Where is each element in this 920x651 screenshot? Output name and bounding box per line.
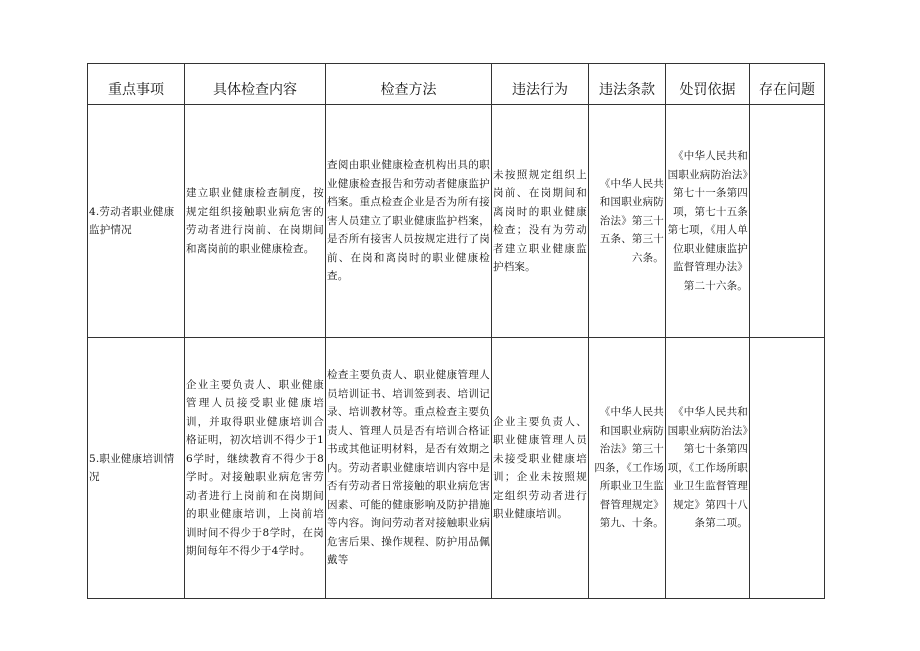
row-key-item: 4.劳动者职业健康监护情况 <box>88 105 185 338</box>
row-penalty-basis: 《中华人民共和国职业病防治法》第七十条第四项，《工作场所职业卫生监督管理规定》第四十八条第二项。 <box>666 338 750 599</box>
table-row <box>88 338 825 599</box>
table-row <box>88 105 825 338</box>
row-violation: 企业主要负责人、职业健康管理人员未接受职业健康培训；企业未按照规定组织劳动者进行职业健康培训。 <box>492 338 589 599</box>
header-check-method: 检查方法 <box>326 64 492 105</box>
row-check-method: 查阅由职业健康检查机构出具的职业健康检查报告和劳动者健康监护档案。重点检查企业是否为所有接害人员建立了职业健康监护档案，是否所有接害人员按规定进行了岗前、在岗和离岗时的职业健康检查。 <box>326 105 492 338</box>
row-issues <box>750 105 825 338</box>
row-issues <box>750 338 825 599</box>
inspection-table <box>87 63 825 599</box>
row-key-item: 5.职业健康培训情况 <box>88 338 185 599</box>
header-penalty-basis: 处罚依据 <box>666 64 750 105</box>
row-violated-clause: 《中华人民共和国职业病防治法》第三十五条、第三十六条。 <box>589 105 666 338</box>
header-issues: 存在问题 <box>750 64 825 105</box>
row-penalty-basis: 《中华人民共和国职业病防治法》第七十一条第四项，第七十五条第七项，《用人单位职业健康监护监督管理办法》第二十六条。 <box>666 105 750 338</box>
header-violated-clause: 违法条款 <box>589 64 666 105</box>
row-check-method: 检查主要负责人、职业健康管理人员培训证书、培训签到表、培训记录、培训教材等。重点检查主要负责人、管理人员是否有培训合格证书或其他证明材料，是否有效期之内。劳动者职业健康培训内容中是否有劳动者日常接触的职业病危害因素、可能的健康影响及防护措施等内容。询问劳动者对接触职业病危害后果、操作规程、防护用品佩戴等 <box>326 338 492 599</box>
row-check-content: 企业主要负责人、职业健康管理人员接受职业健康培训，并取得职业健康培训合格证明，初次培训不得少于16学时，继续教育不得少于8学时。对接触职业病危害劳动者进行上岗前和在岗期间的职业健康培训，上岗前培训时间不得少于8学时，在岗期间每年不得少于4学时。 <box>185 338 326 599</box>
header-key-item: 重点事项 <box>88 64 185 105</box>
header-row <box>88 64 825 105</box>
header-check-content: 具体检查内容 <box>185 64 326 105</box>
row-violation: 未按照规定组织上岗前、在岗期间和离岗时的职业健康检查；没有为劳动者建立职业健康监护档案。 <box>492 105 589 338</box>
row-check-content: 建立职业健康检查制度，按规定组织接触职业病危害的劳动者进行岗前、在岗期间和离岗前的职业健康检查。 <box>185 105 326 338</box>
row-violated-clause: 《中华人民共和国职业病防治法》第三十四条，《工作场所职业卫生监督管理规定》第九、十条。 <box>589 338 666 599</box>
header-violation: 违法行为 <box>492 64 589 105</box>
